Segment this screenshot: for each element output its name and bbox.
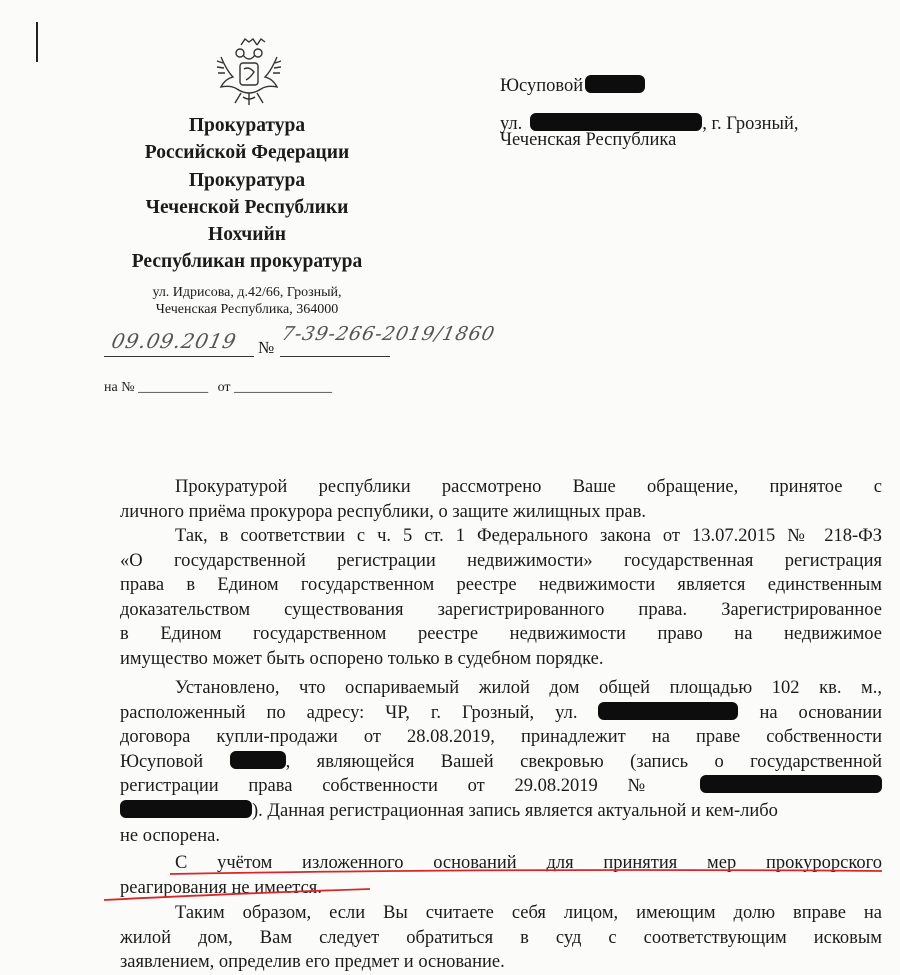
org-name-line-5: Нохчийн [208,224,286,245]
paragraph-2-line-4: доказательством существования зарегистрированного права. Зарегистрированное [120,599,882,620]
paragraph-1-line-2: личного приёма прокурора республики, о защите жилищных прав. [120,501,646,522]
ref-number-blank: __________ [138,380,209,395]
paragraph-3-line-4-text-a: Юсуповой [120,751,204,772]
recipient-name: Юсуповой [500,76,584,96]
recipient-region: Чеченская Республика [500,130,677,150]
org-name-line-1: Прокуратура [188,115,306,136]
coat-of-arms-emblem [213,35,285,109]
paragraph-2-line-3: права в Едином государственном реестре недвижимости является единственным [120,575,882,596]
ref-from-label: от [217,380,231,395]
paragraph-5 [120,901,882,975]
org-name-line-4: Чеченской Республики [145,197,349,218]
paragraph-5-line-3: заявлением, определив его предмет и основание. [120,952,505,973]
paragraph-2-line-5: в Едином государственном реестре недвижимости право на недвижимое [120,624,882,645]
doc-number-field [279,323,498,357]
paragraph-4-line-2: реагирования не имеется. [120,877,322,898]
paragraph-5-line-1: Таким образом, если Вы считаете себя лицом, имеющим долю вправе на [175,903,882,923]
paragraph-3-line-6-text-b: ). Данная регистрационная запись является актуальной и кем-либо [252,800,778,821]
paragraph-2-line-6: имущество может быть оспорено только в судебном порядке. [120,648,604,669]
redaction-property-street [598,702,738,720]
redaction-registration-number-part-1 [700,775,882,793]
org-address-line-2: Чеченская Республика, 364000 [155,302,339,317]
paragraph-3-line-2-text-b: на основании [759,702,883,723]
paragraph-3 [120,676,882,848]
recipient-name-line [500,75,645,96]
org-name-line-6: Республикан прокуратура [131,251,363,272]
paragraph-4-line-1: С учётом изложенного оснований для принятия мер прокурорского [175,853,882,873]
org-name-line-2: Российской Федерации [144,142,350,163]
doc-number: 7-39-266-2019/1860 [279,323,498,345]
paragraph-1 [120,475,882,524]
paragraph-3-line-4 [120,750,882,775]
doc-number-label: № [258,338,275,357]
doc-date: 09.09.2019 [109,329,240,353]
paragraph-3-line-6 [120,799,882,824]
paragraph-1-line-1: Прокуратурой республики рассмотрено Ваше обращение, принятое с [175,477,882,497]
redaction-recipient-street [530,113,702,131]
redaction-recipient-name [585,75,645,93]
paragraph-2 [120,524,882,672]
paragraph-3-line-5 [120,774,882,799]
ref-date-blank: ______________ [234,380,333,395]
paragraph-2-line-1: Так, в соответствии с ч. 5 ст. 1 Федерального закона от 13.07.2015 № 218-ФЗ [175,526,882,546]
redaction-registration-number-part-2 [120,800,252,818]
redaction-owner-name [230,751,286,769]
ref-line [104,380,332,396]
recipient-street-suffix: , г. Грозный, [702,114,799,134]
paragraph-3-line-1: Установлено, что оспариваемый жилой дом общей площадью 102 кв. м., [175,678,882,698]
recipient-street-prefix: ул. [500,114,523,134]
paragraph-3-line-3: договора купли-продажи от 28.08.2019, принадлежит на праве собственности [120,727,882,748]
paragraph-3-line-4-text-b: , являющейся Вашей свекровью (запись о государственной [285,751,883,772]
paragraph-3-line-2-text-a: расположенный по адресу: ЧР, г. Грозный, ул. [120,702,578,723]
paragraph-3-line-2 [120,701,882,726]
paragraph-2-line-2: «О государственной регистрации недвижимости» государственная регистрация [120,550,882,571]
paragraph-3-line-7: не оспорена. [120,825,221,846]
ref-label: на № [104,380,135,395]
org-name-line-3: Прокуратура [188,170,306,191]
org-address-line-1: ул. Идрисова, д.42/66, Грозный, [152,285,342,300]
doc-date-field [104,329,254,357]
paragraph-5-line-2: жилой дом, Вам следует обратиться в суд с соответствующим исковым [120,927,882,948]
margin-mark [36,22,38,62]
paragraph-3-line-5-text-a: регистрации права собственности от 29.08.2019 № [120,776,671,797]
